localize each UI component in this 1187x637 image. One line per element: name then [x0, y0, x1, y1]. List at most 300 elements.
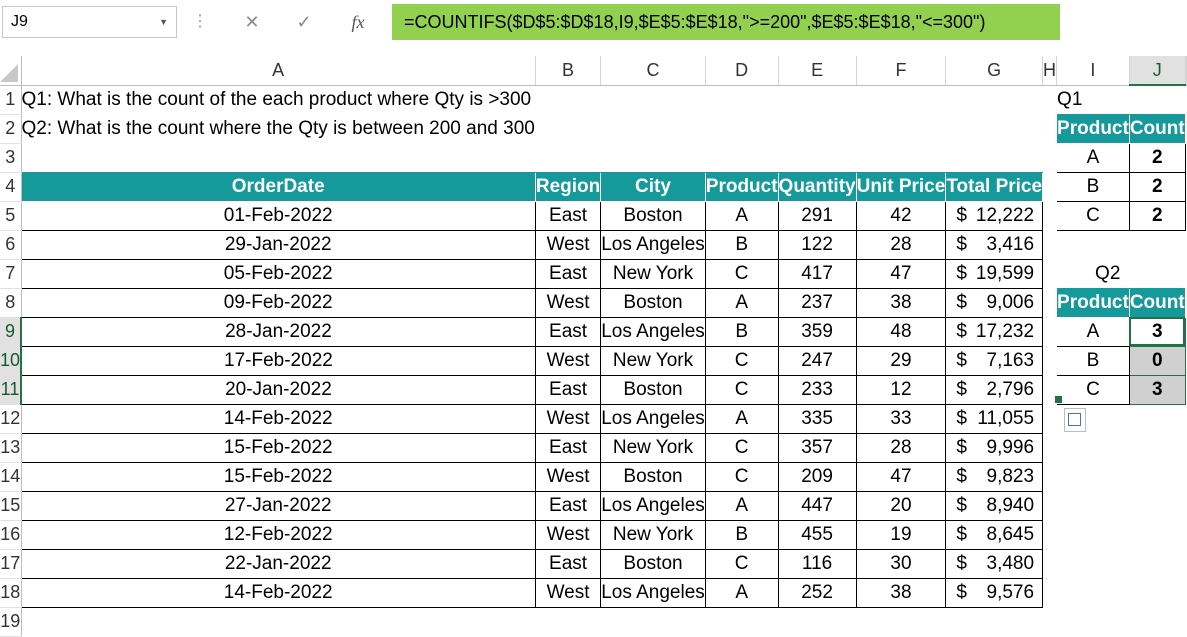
cell[interactable]	[1043, 578, 1057, 607]
money-value	[946, 263, 1042, 285]
amount: 7,163	[986, 349, 1035, 371]
cell[interactable]	[778, 85, 856, 114]
currency-symbol: $	[956, 204, 967, 226]
q1-title[interactable]: Q1	[1057, 88, 1083, 110]
data-cell[interactable]: A	[705, 578, 778, 607]
question-1[interactable]: Q1: What is the count of the each product where Qty is >300	[21, 88, 532, 110]
total-price-cell[interactable]	[946, 375, 1043, 404]
row-header-1[interactable]: 1	[0, 85, 21, 114]
currency-symbol: $	[956, 436, 967, 458]
currency-symbol: $	[956, 552, 967, 574]
amount: 8,940	[986, 494, 1035, 516]
name-box[interactable]: J9 ▼	[2, 6, 177, 38]
cancel-icon[interactable]: ✕	[244, 12, 260, 32]
table-header[interactable]: Quantity	[778, 172, 856, 201]
data-cell[interactable]: 15-Feb-2022	[21, 462, 535, 491]
sheet-row	[0, 462, 1186, 491]
data-cell[interactable]: 247	[778, 346, 856, 375]
fill-handle[interactable]	[1054, 395, 1063, 404]
total-price-cell[interactable]	[946, 433, 1043, 462]
cell[interactable]	[21, 607, 535, 636]
table-header[interactable]: Total Price	[946, 172, 1043, 201]
insert-function-icon[interactable]: fx	[351, 12, 365, 32]
cell[interactable]	[946, 85, 1043, 114]
cell[interactable]	[1185, 201, 1186, 230]
q2-header[interactable]: Product	[1057, 288, 1130, 317]
data-cell[interactable]: 237	[778, 288, 856, 317]
q2-product[interactable]: C	[1057, 375, 1130, 404]
cell[interactable]	[1043, 85, 1057, 114]
column-header-extra	[1185, 56, 1186, 85]
cell[interactable]	[1057, 491, 1130, 520]
data-cell[interactable]: 335	[778, 404, 856, 433]
column-header-a[interactable]: A	[21, 56, 535, 85]
data-cell[interactable]: 29	[856, 346, 946, 375]
cell[interactable]	[535, 85, 600, 114]
currency-symbol: $	[956, 581, 967, 603]
data-cell[interactable]: 14-Feb-2022	[21, 404, 535, 433]
data-cell[interactable]: C	[705, 549, 778, 578]
row-header-18[interactable]: 18	[0, 578, 21, 607]
cell[interactable]	[705, 607, 778, 636]
cell[interactable]	[1185, 433, 1186, 462]
sheet-row	[0, 201, 1186, 230]
amount: 9,576	[986, 581, 1035, 603]
q2-product[interactable]: B	[1057, 346, 1130, 375]
row-header-7[interactable]: 7	[0, 259, 21, 288]
data-cell[interactable]: 20-Jan-2022	[21, 375, 535, 404]
cell[interactable]	[535, 114, 600, 143]
row-header-19[interactable]: 19	[0, 607, 21, 636]
cell[interactable]	[1043, 172, 1057, 201]
row-header-15[interactable]: 15	[0, 491, 21, 520]
formula-bar	[0, 0, 1086, 48]
money-value	[946, 379, 1042, 401]
sheet-row	[0, 433, 1186, 462]
money-value	[946, 524, 1042, 546]
data-cell[interactable]: A	[705, 404, 778, 433]
row-header-5[interactable]: 5	[0, 201, 21, 230]
currency-symbol: $	[956, 494, 967, 516]
data-cell[interactable]: West	[535, 346, 600, 375]
cell[interactable]	[1129, 462, 1185, 491]
total-price-cell[interactable]	[946, 578, 1043, 607]
data-cell[interactable]: New York	[601, 259, 706, 288]
column-header-j[interactable]: J	[1129, 56, 1185, 85]
row-header-2[interactable]: 2	[0, 114, 21, 143]
cell[interactable]	[1057, 462, 1130, 491]
amount: 3,480	[986, 552, 1035, 574]
table-header[interactable]: Region	[535, 172, 600, 201]
cell[interactable]	[1129, 230, 1185, 259]
cell[interactable]	[1129, 607, 1185, 636]
data-cell[interactable]: 122	[778, 230, 856, 259]
data-cell[interactable]: 09-Feb-2022	[21, 288, 535, 317]
sheet-row	[0, 317, 1186, 346]
currency-symbol: $	[956, 291, 967, 313]
select-all-icon[interactable]	[0, 64, 18, 82]
data-cell[interactable]: Boston	[601, 201, 706, 230]
data-cell[interactable]: East	[535, 491, 600, 520]
cell[interactable]	[856, 114, 946, 143]
cell[interactable]	[1185, 288, 1186, 317]
total-price-cell[interactable]	[946, 462, 1043, 491]
cell[interactable]	[1043, 462, 1057, 491]
data-cell[interactable]: 47	[856, 259, 946, 288]
cell[interactable]	[1129, 259, 1185, 288]
cell[interactable]	[1043, 549, 1057, 578]
data-cell[interactable]: West	[535, 404, 600, 433]
data-cell[interactable]: C	[705, 462, 778, 491]
data-cell[interactable]: 359	[778, 317, 856, 346]
total-price-cell[interactable]	[946, 520, 1043, 549]
row-header-8[interactable]: 8	[0, 288, 21, 317]
data-cell[interactable]: C	[705, 346, 778, 375]
table-header[interactable]: City	[601, 172, 706, 201]
cell[interactable]	[1043, 201, 1057, 230]
money-value	[946, 292, 1042, 314]
row-header-10[interactable]: 10	[0, 346, 21, 375]
data-cell[interactable]: Boston	[601, 549, 706, 578]
data-cell[interactable]: Boston	[601, 375, 706, 404]
amount: 3,416	[986, 233, 1035, 255]
data-cell[interactable]: New York	[601, 346, 706, 375]
table-header[interactable]: Product	[705, 172, 778, 201]
cell[interactable]	[1129, 491, 1185, 520]
data-cell[interactable]: Boston	[601, 462, 706, 491]
data-cell[interactable]: 447	[778, 491, 856, 520]
cell[interactable]	[1185, 520, 1186, 549]
cell[interactable]	[1185, 143, 1186, 172]
data-cell[interactable]: B	[705, 520, 778, 549]
row-header-4[interactable]: 4	[0, 172, 21, 201]
total-price-cell[interactable]	[946, 549, 1043, 578]
sheet-row	[0, 259, 1186, 288]
sheet-row	[0, 230, 1186, 259]
total-price-cell[interactable]	[946, 259, 1043, 288]
cell[interactable]	[1185, 491, 1186, 520]
q1-product[interactable]: A	[1057, 143, 1130, 172]
data-cell[interactable]: 30	[856, 549, 946, 578]
data-cell[interactable]: A	[705, 491, 778, 520]
cell[interactable]	[601, 143, 706, 172]
data-cell[interactable]: 33	[856, 404, 946, 433]
data-cell[interactable]: C	[705, 433, 778, 462]
cell[interactable]	[1129, 549, 1185, 578]
total-price-cell[interactable]	[946, 288, 1043, 317]
cell[interactable]	[705, 143, 778, 172]
amount: 9,996	[986, 436, 1035, 458]
data-cell[interactable]: 20	[856, 491, 946, 520]
q1-product[interactable]: C	[1057, 201, 1130, 230]
total-price-cell[interactable]	[946, 230, 1043, 259]
data-cell[interactable]: 357	[778, 433, 856, 462]
data-cell[interactable]: 28	[856, 433, 946, 462]
spreadsheet-grid	[0, 56, 1187, 637]
cell[interactable]	[778, 143, 856, 172]
sheet-row	[0, 578, 1186, 607]
cell[interactable]	[1185, 578, 1186, 607]
total-price-cell[interactable]	[946, 201, 1043, 230]
cell[interactable]	[856, 85, 946, 114]
data-cell[interactable]: East	[535, 201, 600, 230]
data-cell[interactable]: 19	[856, 520, 946, 549]
data-cell[interactable]: 417	[778, 259, 856, 288]
q1-header[interactable]: Count	[1129, 114, 1185, 143]
cell[interactable]	[1057, 607, 1130, 636]
data-cell[interactable]: New York	[601, 433, 706, 462]
data-cell[interactable]: 209	[778, 462, 856, 491]
column-header-g[interactable]: G	[946, 56, 1043, 85]
q2-header[interactable]: Count	[1129, 288, 1185, 317]
sheet-row	[0, 520, 1186, 549]
amount: 9,823	[986, 465, 1035, 487]
data-cell[interactable]: 233	[778, 375, 856, 404]
q1-count[interactable]: 2	[1129, 201, 1185, 230]
amount: 9,006	[986, 291, 1035, 313]
sheet-row	[0, 85, 1186, 114]
data-cell[interactable]: C	[705, 259, 778, 288]
data-cell[interactable]: New York	[601, 520, 706, 549]
data-cell[interactable]: 42	[856, 201, 946, 230]
amount: 19,599	[975, 262, 1035, 284]
row-header-17[interactable]: 17	[0, 549, 21, 578]
money-value	[946, 350, 1042, 372]
cell[interactable]	[856, 607, 946, 636]
currency-symbol: $	[956, 349, 967, 371]
cell[interactable]	[1043, 317, 1057, 346]
cell[interactable]	[705, 114, 778, 143]
row-header-9[interactable]: 9	[0, 317, 21, 346]
cell[interactable]	[778, 114, 856, 143]
row-header-13[interactable]: 13	[0, 433, 21, 462]
column-header-i[interactable]: I	[1057, 56, 1130, 85]
data-cell[interactable]: 38	[856, 288, 946, 317]
data-cell[interactable]: West	[535, 462, 600, 491]
q1-product[interactable]: B	[1057, 172, 1130, 201]
data-cell[interactable]: West	[535, 578, 600, 607]
currency-symbol: $	[956, 407, 967, 429]
cell[interactable]	[1185, 230, 1186, 259]
cell[interactable]	[601, 114, 706, 143]
data-cell[interactable]: Los Angeles	[601, 230, 706, 259]
data-cell[interactable]: Los Angeles	[601, 578, 706, 607]
cell[interactable]	[1185, 85, 1186, 114]
q1-count[interactable]: 2	[1129, 172, 1185, 201]
data-cell[interactable]: Los Angeles	[601, 404, 706, 433]
money-value	[946, 408, 1042, 430]
data-cell[interactable]: 28	[856, 230, 946, 259]
cell[interactable]	[1129, 433, 1185, 462]
cell[interactable]	[1129, 404, 1185, 433]
column-header-f[interactable]: F	[856, 56, 946, 85]
cell[interactable]	[946, 607, 1043, 636]
sheet-row	[0, 607, 1186, 636]
cell[interactable]	[1043, 288, 1057, 317]
enter-check-icon[interactable]: ✓	[296, 12, 312, 32]
cell[interactable]	[1043, 520, 1057, 549]
cell[interactable]	[1185, 114, 1186, 143]
data-cell[interactable]: 116	[778, 549, 856, 578]
cell[interactable]	[1129, 578, 1185, 607]
question-2[interactable]: Q2: What is the count where the Qty is between 200 and 300	[21, 117, 535, 139]
cell[interactable]	[1057, 433, 1130, 462]
currency-symbol: $	[956, 465, 967, 487]
data-cell[interactable]: C	[705, 375, 778, 404]
data-cell[interactable]: East	[535, 433, 600, 462]
column-header-h[interactable]: H	[1043, 56, 1057, 85]
q1-header[interactable]: Product	[1057, 114, 1130, 143]
cell[interactable]	[1185, 172, 1186, 201]
cell[interactable]	[1129, 85, 1185, 114]
money-value	[946, 205, 1042, 227]
cell[interactable]	[601, 85, 706, 114]
cell[interactable]	[1043, 491, 1057, 520]
data-cell[interactable]: 28-Jan-2022	[21, 317, 535, 346]
row-header-11[interactable]: 11	[0, 375, 21, 404]
data-cell[interactable]: Los Angeles	[601, 491, 706, 520]
total-price-cell[interactable]	[946, 404, 1043, 433]
data-cell[interactable]: 05-Feb-2022	[21, 259, 535, 288]
data-cell[interactable]: Los Angeles	[601, 317, 706, 346]
cell[interactable]	[21, 143, 535, 172]
cell[interactable]	[778, 607, 856, 636]
table-header[interactable]: Unit Price	[856, 172, 946, 201]
data-cell[interactable]: 12	[856, 375, 946, 404]
row-header-16[interactable]: 16	[0, 520, 21, 549]
data-cell[interactable]: West	[535, 230, 600, 259]
row-header-6[interactable]: 6	[0, 230, 21, 259]
data-cell[interactable]: 01-Feb-2022	[21, 201, 535, 230]
cell[interactable]	[601, 607, 706, 636]
sheet-row	[0, 491, 1186, 520]
data-cell[interactable]: East	[535, 259, 600, 288]
cell[interactable]	[1185, 404, 1186, 433]
q2-product[interactable]: A	[1057, 317, 1130, 346]
cell[interactable]	[1057, 230, 1130, 259]
amount: 2,796	[986, 378, 1035, 400]
cell[interactable]	[1185, 375, 1186, 404]
q2-title[interactable]: Q2	[1095, 262, 1121, 284]
data-cell[interactable]: 291	[778, 201, 856, 230]
data-cell[interactable]: Boston	[601, 288, 706, 317]
cell[interactable]	[705, 85, 778, 114]
money-value	[946, 234, 1042, 256]
currency-symbol: $	[956, 262, 967, 284]
data-cell[interactable]: West	[535, 520, 600, 549]
data-cell[interactable]: 14-Feb-2022	[21, 578, 535, 607]
column-header-e[interactable]: E	[778, 56, 856, 85]
data-cell[interactable]: B	[705, 230, 778, 259]
data-cell[interactable]: 47	[856, 462, 946, 491]
cell[interactable]	[1057, 578, 1130, 607]
cell[interactable]	[946, 114, 1043, 143]
sheet-row	[0, 404, 1186, 433]
data-cell[interactable]: 29-Jan-2022	[21, 230, 535, 259]
quick-analysis-icon[interactable]	[1064, 408, 1086, 432]
money-value	[946, 495, 1042, 517]
total-price-cell[interactable]	[946, 491, 1043, 520]
data-cell[interactable]: B	[705, 317, 778, 346]
column-header-b[interactable]: B	[535, 56, 600, 85]
chevron-down-icon[interactable]: ▼	[159, 17, 168, 27]
amount: 8,645	[986, 523, 1035, 545]
money-value	[946, 553, 1042, 575]
cell[interactable]	[1185, 346, 1186, 375]
select-all-corner[interactable]	[0, 56, 21, 85]
cell[interactable]	[1185, 462, 1186, 491]
q1-count[interactable]: 2	[1129, 143, 1185, 172]
sheet-row	[0, 375, 1186, 404]
cell[interactable]	[1043, 143, 1057, 172]
money-value	[946, 437, 1042, 459]
total-price-cell[interactable]	[946, 346, 1043, 375]
cell[interactable]	[1057, 520, 1130, 549]
cell[interactable]	[1185, 607, 1186, 636]
sheet-row	[0, 172, 1186, 201]
cell[interactable]	[1043, 230, 1057, 259]
cell[interactable]	[1185, 317, 1186, 346]
cell[interactable]	[1057, 549, 1130, 578]
cell[interactable]	[856, 143, 946, 172]
q2-count[interactable]: 3	[1129, 317, 1185, 346]
data-cell[interactable]: East	[535, 375, 600, 404]
cell[interactable]	[1043, 346, 1057, 375]
data-cell[interactable]: 27-Jan-2022	[21, 491, 535, 520]
data-cell[interactable]: 38	[856, 578, 946, 607]
money-value	[946, 321, 1042, 343]
cell[interactable]	[1185, 259, 1186, 288]
formula-input[interactable]: =COUNTIFS($D$5:$D$18,I9,$E$5:$E$18,">=200",$E$5:$E$18,"<=300")	[392, 4, 1060, 40]
row-header-12[interactable]: 12	[0, 404, 21, 433]
cell[interactable]	[946, 143, 1043, 172]
data-cell[interactable]: 17-Feb-2022	[21, 346, 535, 375]
currency-symbol: $	[956, 378, 967, 400]
q2-count[interactable]: 3	[1129, 375, 1185, 404]
column-header-d[interactable]: D	[705, 56, 778, 85]
data-cell[interactable]: 12-Feb-2022	[21, 520, 535, 549]
currency-symbol: $	[956, 233, 967, 255]
cell[interactable]	[535, 143, 600, 172]
data-cell[interactable]: West	[535, 288, 600, 317]
data-cell[interactable]: 455	[778, 520, 856, 549]
data-cell[interactable]: 252	[778, 578, 856, 607]
cell[interactable]	[1043, 607, 1057, 636]
total-price-cell[interactable]	[946, 317, 1043, 346]
data-cell[interactable]: East	[535, 549, 600, 578]
sheet-row	[0, 346, 1186, 375]
table-header[interactable]: OrderDate	[21, 172, 535, 201]
data-cell[interactable]: East	[535, 317, 600, 346]
row-header-14[interactable]: 14	[0, 462, 21, 491]
cell[interactable]	[535, 607, 600, 636]
more-options-icon[interactable]: ⋮	[192, 13, 208, 30]
row-header-3[interactable]: 3	[0, 143, 21, 172]
data-cell[interactable]: 22-Jan-2022	[21, 549, 535, 578]
column-header-c[interactable]: C	[601, 56, 706, 85]
cell[interactable]	[1129, 520, 1185, 549]
cell[interactable]	[1043, 259, 1057, 288]
cell[interactable]	[1043, 433, 1057, 462]
data-cell[interactable]: A	[705, 288, 778, 317]
data-cell[interactable]: 15-Feb-2022	[21, 433, 535, 462]
cell[interactable]	[1185, 549, 1186, 578]
data-cell[interactable]: 48	[856, 317, 946, 346]
cell[interactable]	[1043, 114, 1057, 143]
cell[interactable]	[1043, 404, 1057, 433]
q2-count[interactable]: 0	[1129, 346, 1185, 375]
data-cell[interactable]: A	[705, 201, 778, 230]
